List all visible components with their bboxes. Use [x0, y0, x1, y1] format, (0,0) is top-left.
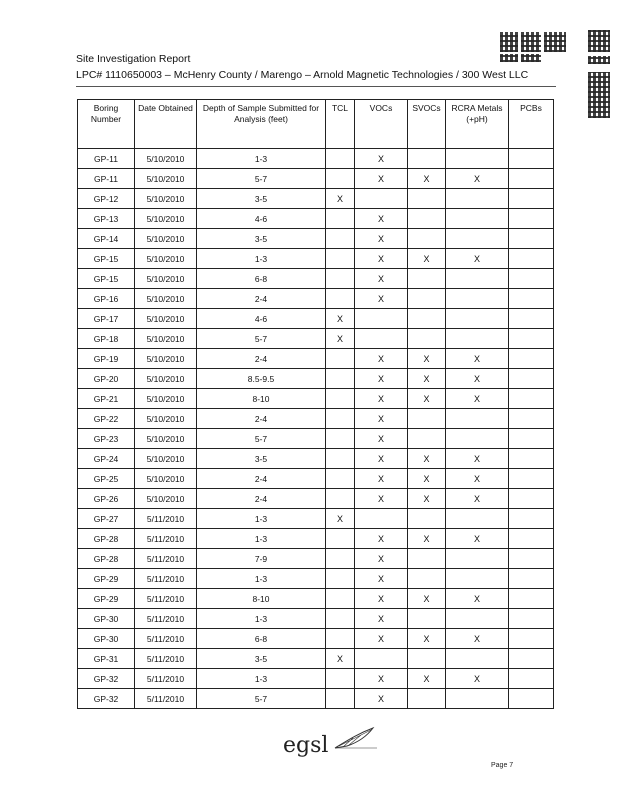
- analysis-mark-cell: [408, 609, 446, 629]
- analysis-mark-cell: X: [355, 669, 408, 689]
- analysis-mark-cell: X: [408, 469, 446, 489]
- analysis-mark-cell: [509, 549, 554, 569]
- qr-code-icon: [500, 32, 518, 52]
- analysis-mark-cell: [446, 289, 509, 309]
- analysis-mark-cell: [326, 569, 355, 589]
- analysis-mark-cell: X: [355, 409, 408, 429]
- analysis-mark-cell: X: [408, 529, 446, 549]
- analysis-mark-cell: X: [355, 389, 408, 409]
- table-row: [78, 369, 554, 389]
- analysis-mark-cell: X: [446, 469, 509, 489]
- table-cell: GP-21: [78, 389, 135, 409]
- analysis-mark-cell: [446, 329, 509, 349]
- analysis-mark-cell: [446, 229, 509, 249]
- table-cell: 5/10/2010: [135, 429, 197, 449]
- analysis-mark-cell: X: [355, 589, 408, 609]
- table-cell: 8-10: [197, 589, 326, 609]
- table-row: [78, 409, 554, 429]
- table-cell: GP-27: [78, 509, 135, 529]
- analysis-mark-cell: [509, 469, 554, 489]
- table-row: [78, 609, 554, 629]
- header-divider: [76, 86, 556, 87]
- analysis-mark-cell: [326, 289, 355, 309]
- analysis-mark-cell: X: [326, 189, 355, 209]
- analysis-mark-cell: [509, 309, 554, 329]
- analysis-mark-cell: [509, 289, 554, 309]
- analysis-mark-cell: [326, 149, 355, 169]
- table-cell: 1-3: [197, 609, 326, 629]
- analysis-mark-cell: X: [355, 369, 408, 389]
- table-row: [78, 289, 554, 309]
- qr-code-icon: [588, 56, 610, 64]
- analysis-mark-cell: X: [408, 589, 446, 609]
- table-cell: GP-29: [78, 589, 135, 609]
- analysis-mark-cell: X: [446, 249, 509, 269]
- table-cell: 5/10/2010: [135, 489, 197, 509]
- analysis-mark-cell: [509, 369, 554, 389]
- analysis-mark-cell: X: [326, 509, 355, 529]
- table-cell: GP-31: [78, 649, 135, 669]
- table-cell: GP-23: [78, 429, 135, 449]
- table-cell: 2-4: [197, 409, 326, 429]
- analysis-mark-cell: X: [446, 669, 509, 689]
- table-row: [78, 669, 554, 689]
- table-cell: GP-29: [78, 569, 135, 589]
- analysis-mark-cell: [408, 309, 446, 329]
- table-cell: 5/11/2010: [135, 569, 197, 589]
- analysis-mark-cell: [446, 549, 509, 569]
- analysis-mark-cell: [408, 149, 446, 169]
- analysis-mark-cell: [326, 349, 355, 369]
- analysis-mark-cell: [446, 509, 509, 529]
- table-row: [78, 589, 554, 609]
- analysis-mark-cell: [326, 449, 355, 469]
- analysis-mark-cell: [326, 369, 355, 389]
- qr-code-icon: [500, 54, 518, 62]
- table-row: [78, 529, 554, 549]
- analysis-mark-cell: [509, 269, 554, 289]
- report-subtitle: LPC# 1110650003 – McHenry County / Marengo – Arnold Magnetic Technologies / 300 West LLC: [76, 69, 529, 81]
- table-cell: GP-15: [78, 269, 135, 289]
- table-cell: 5/10/2010: [135, 169, 197, 189]
- analysis-mark-cell: [408, 329, 446, 349]
- analysis-mark-cell: [509, 529, 554, 549]
- analysis-mark-cell: X: [355, 609, 408, 629]
- analysis-mark-cell: [509, 609, 554, 629]
- analysis-mark-cell: [408, 549, 446, 569]
- analysis-mark-cell: X: [446, 349, 509, 369]
- table-cell: 5/11/2010: [135, 529, 197, 549]
- table-row: [78, 429, 554, 449]
- analysis-mark-cell: [408, 409, 446, 429]
- table-cell: 6-8: [197, 269, 326, 289]
- table-cell: 5/10/2010: [135, 209, 197, 229]
- analysis-mark-cell: [326, 689, 355, 709]
- analysis-mark-cell: [509, 569, 554, 589]
- table-cell: 8-10: [197, 389, 326, 409]
- table-cell: GP-11: [78, 149, 135, 169]
- analysis-mark-cell: X: [355, 429, 408, 449]
- table-cell: 1-3: [197, 529, 326, 549]
- table-cell: GP-22: [78, 409, 135, 429]
- table-cell: 2-4: [197, 289, 326, 309]
- analysis-mark-cell: [408, 649, 446, 669]
- analysis-mark-cell: X: [355, 489, 408, 509]
- analysis-mark-cell: [446, 609, 509, 629]
- analysis-mark-cell: [326, 629, 355, 649]
- table-cell: GP-16: [78, 289, 135, 309]
- table-cell: GP-11: [78, 169, 135, 189]
- header-tcl: TCL: [326, 100, 355, 149]
- table-cell: 5/10/2010: [135, 269, 197, 289]
- table-row: [78, 389, 554, 409]
- table-cell: 1-3: [197, 149, 326, 169]
- table-cell: GP-18: [78, 329, 135, 349]
- analysis-mark-cell: X: [408, 389, 446, 409]
- table-cell: 5/10/2010: [135, 369, 197, 389]
- table-row: [78, 449, 554, 469]
- table-row: [78, 189, 554, 209]
- analysis-mark-cell: [355, 509, 408, 529]
- feather-logo-icon: [333, 726, 379, 750]
- analysis-mark-cell: X: [355, 689, 408, 709]
- qr-code-icon: [588, 30, 610, 52]
- table-cell: GP-14: [78, 229, 135, 249]
- analysis-mark-cell: [326, 389, 355, 409]
- table-cell: 3-5: [197, 189, 326, 209]
- table-cell: GP-20: [78, 369, 135, 389]
- analysis-mark-cell: [326, 589, 355, 609]
- page-number: Page 7: [491, 762, 514, 769]
- sample-analysis-table: [77, 99, 554, 709]
- analysis-mark-cell: [509, 229, 554, 249]
- table-cell: 5/11/2010: [135, 549, 197, 569]
- table-cell: 5/10/2010: [135, 149, 197, 169]
- table-cell: GP-13: [78, 209, 135, 229]
- analysis-mark-cell: [509, 509, 554, 529]
- analysis-mark-cell: X: [408, 669, 446, 689]
- analysis-mark-cell: X: [408, 249, 446, 269]
- analysis-mark-cell: [355, 309, 408, 329]
- table-cell: 5/10/2010: [135, 389, 197, 409]
- analysis-mark-cell: X: [408, 449, 446, 469]
- table-cell: 5/10/2010: [135, 329, 197, 349]
- table-row: [78, 329, 554, 349]
- analysis-mark-cell: X: [355, 249, 408, 269]
- table-row: [78, 169, 554, 189]
- table-cell: 3-5: [197, 649, 326, 669]
- table-cell: GP-32: [78, 689, 135, 709]
- table-cell: 5-7: [197, 429, 326, 449]
- table-cell: GP-28: [78, 529, 135, 549]
- analysis-mark-cell: X: [355, 289, 408, 309]
- header-boring-number: Boring Number: [78, 100, 135, 149]
- table-row: [78, 209, 554, 229]
- analysis-mark-cell: [326, 429, 355, 449]
- table-cell: 5-7: [197, 329, 326, 349]
- table-cell: 5/11/2010: [135, 509, 197, 529]
- table-cell: GP-28: [78, 549, 135, 569]
- table-cell: 5/10/2010: [135, 229, 197, 249]
- table-cell: 4-6: [197, 309, 326, 329]
- analysis-mark-cell: X: [355, 349, 408, 369]
- analysis-mark-cell: [446, 689, 509, 709]
- qr-code-icon: [521, 32, 541, 52]
- table-cell: 3-5: [197, 449, 326, 469]
- analysis-mark-cell: X: [408, 349, 446, 369]
- analysis-mark-cell: X: [326, 649, 355, 669]
- table-cell: 5/10/2010: [135, 349, 197, 369]
- analysis-mark-cell: X: [355, 529, 408, 549]
- table-cell: 1-3: [197, 249, 326, 269]
- table-cell: 5/11/2010: [135, 589, 197, 609]
- analysis-mark-cell: [326, 269, 355, 289]
- analysis-mark-cell: [355, 189, 408, 209]
- table-cell: 5/11/2010: [135, 629, 197, 649]
- table-cell: 5/11/2010: [135, 609, 197, 629]
- analysis-mark-cell: [408, 269, 446, 289]
- header-depth: Depth of Sample Submitted for Analysis (feet): [197, 100, 326, 149]
- analysis-mark-cell: [446, 429, 509, 449]
- analysis-mark-cell: [408, 429, 446, 449]
- table-row: [78, 689, 554, 709]
- analysis-mark-cell: [509, 409, 554, 429]
- analysis-mark-cell: X: [326, 309, 355, 329]
- table-cell: 5/11/2010: [135, 669, 197, 689]
- table-row: [78, 549, 554, 569]
- analysis-mark-cell: [408, 689, 446, 709]
- table-cell: 5/10/2010: [135, 469, 197, 489]
- analysis-mark-cell: [326, 169, 355, 189]
- analysis-mark-cell: [446, 649, 509, 669]
- analysis-mark-cell: X: [355, 549, 408, 569]
- analysis-mark-cell: [326, 249, 355, 269]
- qr-code-icon: [521, 54, 541, 62]
- table-row: [78, 489, 554, 509]
- analysis-mark-cell: [326, 469, 355, 489]
- table-cell: 4-6: [197, 209, 326, 229]
- table-cell: 5/10/2010: [135, 289, 197, 309]
- analysis-mark-cell: [446, 569, 509, 589]
- analysis-mark-cell: X: [355, 169, 408, 189]
- table-cell: GP-12: [78, 189, 135, 209]
- table-cell: 5/10/2010: [135, 449, 197, 469]
- analysis-mark-cell: [326, 209, 355, 229]
- analysis-mark-cell: [408, 289, 446, 309]
- table-cell: 2-4: [197, 489, 326, 509]
- table-cell: 5/10/2010: [135, 249, 197, 269]
- analysis-mark-cell: X: [446, 589, 509, 609]
- analysis-mark-cell: X: [355, 149, 408, 169]
- header-svocs: SVOCs: [408, 100, 446, 149]
- table-cell: GP-24: [78, 449, 135, 469]
- table-cell: 2-4: [197, 469, 326, 489]
- table-row: [78, 649, 554, 669]
- table-cell: 5/10/2010: [135, 409, 197, 429]
- table-cell: GP-15: [78, 249, 135, 269]
- analysis-mark-cell: X: [446, 629, 509, 649]
- table-row: [78, 349, 554, 369]
- analysis-mark-cell: [326, 529, 355, 549]
- header-vocs: VOCs: [355, 100, 408, 149]
- analysis-mark-cell: [355, 649, 408, 669]
- analysis-mark-cell: X: [446, 369, 509, 389]
- table-row: [78, 269, 554, 289]
- analysis-mark-cell: X: [446, 529, 509, 549]
- report-title: Site Investigation Report: [76, 53, 191, 65]
- analysis-mark-cell: X: [446, 169, 509, 189]
- table-row: [78, 309, 554, 329]
- table-cell: 5/10/2010: [135, 189, 197, 209]
- analysis-mark-cell: [446, 269, 509, 289]
- table-row: [78, 629, 554, 649]
- table-cell: 3-5: [197, 229, 326, 249]
- table-row: [78, 469, 554, 489]
- analysis-mark-cell: [446, 189, 509, 209]
- analysis-mark-cell: [326, 489, 355, 509]
- table-cell: 2-4: [197, 349, 326, 369]
- table-cell: 1-3: [197, 509, 326, 529]
- table-cell: GP-26: [78, 489, 135, 509]
- analysis-mark-cell: X: [446, 449, 509, 469]
- analysis-mark-cell: X: [355, 229, 408, 249]
- table-cell: 1-3: [197, 569, 326, 589]
- analysis-mark-cell: [509, 429, 554, 449]
- table-cell: GP-25: [78, 469, 135, 489]
- analysis-mark-cell: [326, 549, 355, 569]
- table-cell: GP-30: [78, 629, 135, 649]
- table-row: [78, 509, 554, 529]
- table-row: [78, 569, 554, 589]
- analysis-mark-cell: X: [408, 489, 446, 509]
- table-body: [78, 149, 554, 709]
- table-cell: 5/11/2010: [135, 689, 197, 709]
- analysis-mark-cell: [509, 209, 554, 229]
- table-cell: 5-7: [197, 689, 326, 709]
- analysis-mark-cell: X: [355, 569, 408, 589]
- analysis-mark-cell: [509, 589, 554, 609]
- table-cell: GP-17: [78, 309, 135, 329]
- table-cell: 5/10/2010: [135, 309, 197, 329]
- table-cell: 5-7: [197, 169, 326, 189]
- analysis-mark-cell: [408, 189, 446, 209]
- analysis-mark-cell: X: [355, 449, 408, 469]
- analysis-mark-cell: X: [446, 489, 509, 509]
- table-cell: 7-9: [197, 549, 326, 569]
- qr-code-icon: [544, 32, 566, 52]
- table-cell: GP-32: [78, 669, 135, 689]
- analysis-mark-cell: [509, 669, 554, 689]
- analysis-mark-cell: [509, 649, 554, 669]
- analysis-mark-cell: X: [355, 629, 408, 649]
- table-cell: GP-30: [78, 609, 135, 629]
- table-cell: 1-3: [197, 669, 326, 689]
- analysis-mark-cell: X: [408, 629, 446, 649]
- table-cell: 5/11/2010: [135, 649, 197, 669]
- header-pcbs: PCBs: [509, 100, 554, 149]
- analysis-mark-cell: X: [408, 169, 446, 189]
- table-row: [78, 229, 554, 249]
- table-cell: 8.5-9.5: [197, 369, 326, 389]
- analysis-mark-cell: [509, 489, 554, 509]
- analysis-mark-cell: [509, 389, 554, 409]
- analysis-mark-cell: [509, 329, 554, 349]
- analysis-mark-cell: [509, 249, 554, 269]
- analysis-mark-cell: X: [355, 209, 408, 229]
- analysis-mark-cell: [446, 409, 509, 429]
- analysis-mark-cell: [509, 689, 554, 709]
- table-cell: GP-19: [78, 349, 135, 369]
- header-date-obtained: Date Obtained: [135, 100, 197, 149]
- analysis-mark-cell: [408, 209, 446, 229]
- company-logo: egsl: [283, 733, 329, 758]
- analysis-mark-cell: [509, 169, 554, 189]
- analysis-mark-cell: [326, 409, 355, 429]
- table-row: [78, 249, 554, 269]
- analysis-mark-cell: [509, 149, 554, 169]
- analysis-mark-cell: X: [446, 389, 509, 409]
- analysis-mark-cell: [408, 569, 446, 589]
- analysis-mark-cell: [509, 349, 554, 369]
- analysis-mark-cell: [326, 229, 355, 249]
- analysis-mark-cell: [326, 609, 355, 629]
- header-rcra-metals: RCRA Metals (+pH): [446, 100, 509, 149]
- table-cell: 6-8: [197, 629, 326, 649]
- analysis-mark-cell: X: [408, 369, 446, 389]
- analysis-mark-cell: X: [355, 269, 408, 289]
- analysis-mark-cell: [446, 149, 509, 169]
- analysis-mark-cell: [509, 189, 554, 209]
- table-header-row: [78, 100, 554, 149]
- table-row: [78, 149, 554, 169]
- analysis-mark-cell: [446, 309, 509, 329]
- analysis-mark-cell: [326, 669, 355, 689]
- analysis-mark-cell: [355, 329, 408, 349]
- analysis-mark-cell: [408, 509, 446, 529]
- analysis-mark-cell: [509, 629, 554, 649]
- analysis-mark-cell: [509, 449, 554, 469]
- analysis-mark-cell: [408, 229, 446, 249]
- analysis-mark-cell: [446, 209, 509, 229]
- qr-code-icon: [588, 72, 610, 118]
- analysis-mark-cell: X: [355, 469, 408, 489]
- analysis-mark-cell: X: [326, 329, 355, 349]
